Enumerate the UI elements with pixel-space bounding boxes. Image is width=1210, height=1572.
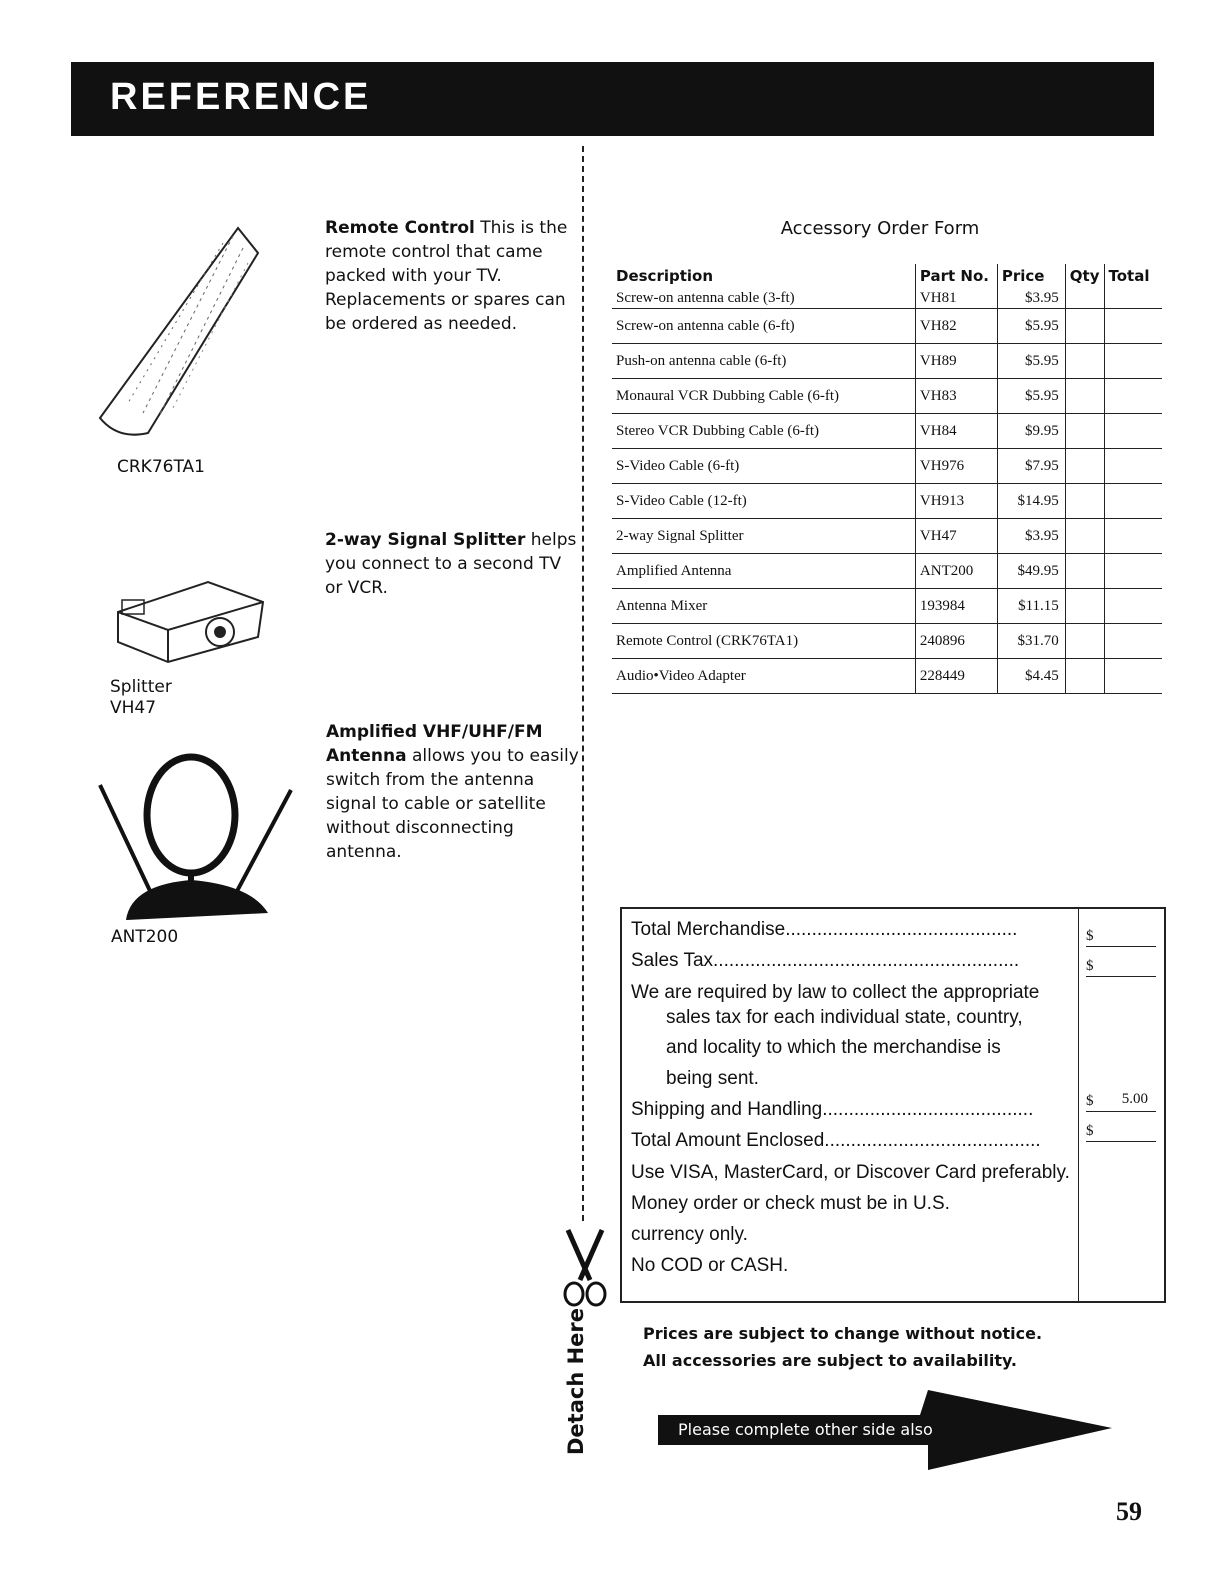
order-table [612,264,1162,694]
currency-sign: $ [1086,1123,1094,1139]
row-total[interactable] [1104,344,1162,379]
shipping-amount-field [1086,1093,1156,1112]
row-description: Antenna Mixer [612,589,915,624]
row-total[interactable] [1104,519,1162,554]
antenna-image [96,745,296,920]
table-row [612,589,1162,624]
row-price: $3.95 [997,288,1065,309]
complete-other-side-label: Please complete other side also [678,1420,933,1439]
scissors-icon [560,1228,610,1308]
row-part: VH913 [915,484,997,519]
tax-note-4: being sent. [666,1068,759,1089]
detach-label: Detach Here [564,1307,588,1455]
row-qty[interactable] [1065,288,1104,309]
order-table-header [612,264,1162,288]
row-part: VH89 [915,344,997,379]
remote-text: This is the remote control that came packed with your TV. Replacements or spares can be ordered as needed. [325,218,568,334]
currency-sign: $ [1086,958,1094,974]
row-part: 228449 [915,659,997,694]
col-qty: Qty [1065,264,1104,288]
row-price: $14.95 [997,484,1065,519]
row-price: $5.95 [997,309,1065,344]
currency-sign: $ [1086,1093,1094,1109]
table-row [612,484,1162,519]
shipping-amount: 5.00 [1121,1091,1148,1107]
enclosed-amount-field[interactable] [1086,1123,1156,1142]
page-title: REFERENCE [110,76,372,118]
col-part: Part No. [915,264,997,288]
total-enclosed-label: Total Amount Enclosed......................................... [631,1130,1041,1151]
cut-line [582,146,584,1221]
col-price: Price [997,264,1065,288]
total-merchandise-label: Total Merchandise............................................ [631,919,1018,940]
shipping-label: Shipping and Handling........................................ [631,1099,1034,1120]
antenna-caption: ANT200 [111,927,179,947]
splitter-text: helps you connect to a second TV or VCR. [325,530,577,598]
col-description: Description [616,267,714,285]
remote-caption: CRK76TA1 [117,457,205,477]
row-qty[interactable] [1065,589,1104,624]
antenna-text: allows you to easily switch from the antenna signal to cable or satellite without disconnecting antenna. [326,746,579,862]
tax-note-3: and locality to which the merchandise is [666,1037,1001,1058]
row-qty[interactable] [1065,519,1104,554]
splitter-caption: Splitter [110,677,172,697]
payment-note-1: Use VISA, MasterCard, or Discover Card preferably. [631,1162,1070,1183]
payment-note-4: No COD or CASH. [631,1255,789,1276]
row-price: $5.95 [997,379,1065,414]
row-description: Remote Control (CRK76TA1) [612,624,915,659]
row-part: VH83 [915,379,997,414]
row-price: $4.45 [997,659,1065,694]
row-part: VH976 [915,449,997,484]
notice-price-change: Prices are subject to change without notice. [643,1324,1043,1343]
page-number: 59 [1116,1497,1142,1526]
splitter-image [108,572,268,667]
payment-note-2: Money order or check must be in U.S. [631,1193,950,1214]
row-part: VH84 [915,414,997,449]
row-part: VH81 [915,288,997,309]
row-description: Screw-on antenna cable (3-ft) [612,288,915,309]
row-description: S-Video Cable (6-ft) [612,449,915,484]
row-price: $5.95 [997,344,1065,379]
table-row [612,414,1162,449]
row-total[interactable] [1104,624,1162,659]
antenna-description [326,720,581,864]
table-row [612,344,1162,379]
row-description: 2-way Signal Splitter [612,519,915,554]
row-total[interactable] [1104,589,1162,624]
order-form-title: Accessory Order Form [780,218,980,239]
remote-name: Remote Control [325,218,475,238]
totals-divider [1078,907,1079,1303]
table-row [612,659,1162,694]
row-qty[interactable] [1065,414,1104,449]
row-description: Screw-on antenna cable (6-ft) [612,309,915,344]
row-qty[interactable] [1065,309,1104,344]
row-description: Stereo VCR Dubbing Cable (6-ft) [612,414,915,449]
table-row [612,519,1162,554]
row-part: VH82 [915,309,997,344]
row-qty[interactable] [1065,554,1104,589]
arrow-right-icon [920,1390,1115,1472]
tax-note-1: We are required by law to collect the appropriate [631,982,1040,1003]
row-qty[interactable] [1065,379,1104,414]
row-part: ANT200 [915,554,997,589]
splitter-description [325,528,583,600]
row-part: VH47 [915,519,997,554]
table-row [612,288,1162,309]
table-row [612,449,1162,484]
currency-sign: $ [1086,928,1094,944]
table-row [612,624,1162,659]
payment-note-3: currency only. [631,1224,748,1245]
row-price: $3.95 [997,519,1065,554]
tax-note-2: sales tax for each individual state, country, [666,1007,1023,1028]
row-total[interactable] [1104,554,1162,589]
splitter-name: 2-way Signal Splitter [325,530,526,550]
remote-control-image [88,208,268,438]
row-qty[interactable] [1065,659,1104,694]
row-part: 240896 [915,624,997,659]
merchandise-amount-field[interactable] [1086,928,1156,947]
row-total[interactable] [1104,414,1162,449]
row-price: $11.15 [997,589,1065,624]
row-total[interactable] [1104,309,1162,344]
row-description: S-Video Cable (12-ft) [612,484,915,519]
antenna-name: Amplified VHF/UHF/FM Antenna [326,722,543,766]
splitter-part-caption: VH47 [110,698,157,718]
row-total[interactable] [1104,379,1162,414]
row-price: $31.70 [997,624,1065,659]
remote-description [325,216,575,336]
row-total[interactable] [1104,659,1162,694]
row-description: Amplified Antenna [612,554,915,589]
row-total[interactable] [1104,288,1162,309]
row-qty[interactable] [1065,449,1104,484]
row-qty[interactable] [1065,484,1104,519]
row-price: $9.95 [997,414,1065,449]
row-price: $7.95 [997,449,1065,484]
row-total[interactable] [1104,449,1162,484]
table-row [612,379,1162,414]
row-description: Monaural VCR Dubbing Cable (6-ft) [612,379,915,414]
notice-availability: All accessories are subject to availability. [643,1351,1018,1370]
sales-tax-amount-field[interactable] [1086,958,1156,977]
row-total[interactable] [1104,484,1162,519]
table-row [612,309,1162,344]
col-total: Total [1108,267,1150,285]
table-row [612,554,1162,589]
row-description: Push-on antenna cable (6-ft) [612,344,915,379]
row-qty[interactable] [1065,624,1104,659]
row-description: Audio•Video Adapter [612,659,915,694]
row-qty[interactable] [1065,344,1104,379]
row-price: $49.95 [997,554,1065,589]
sales-tax-label: Sales Tax.......................................................... [631,950,1020,971]
row-part: 193984 [915,589,997,624]
